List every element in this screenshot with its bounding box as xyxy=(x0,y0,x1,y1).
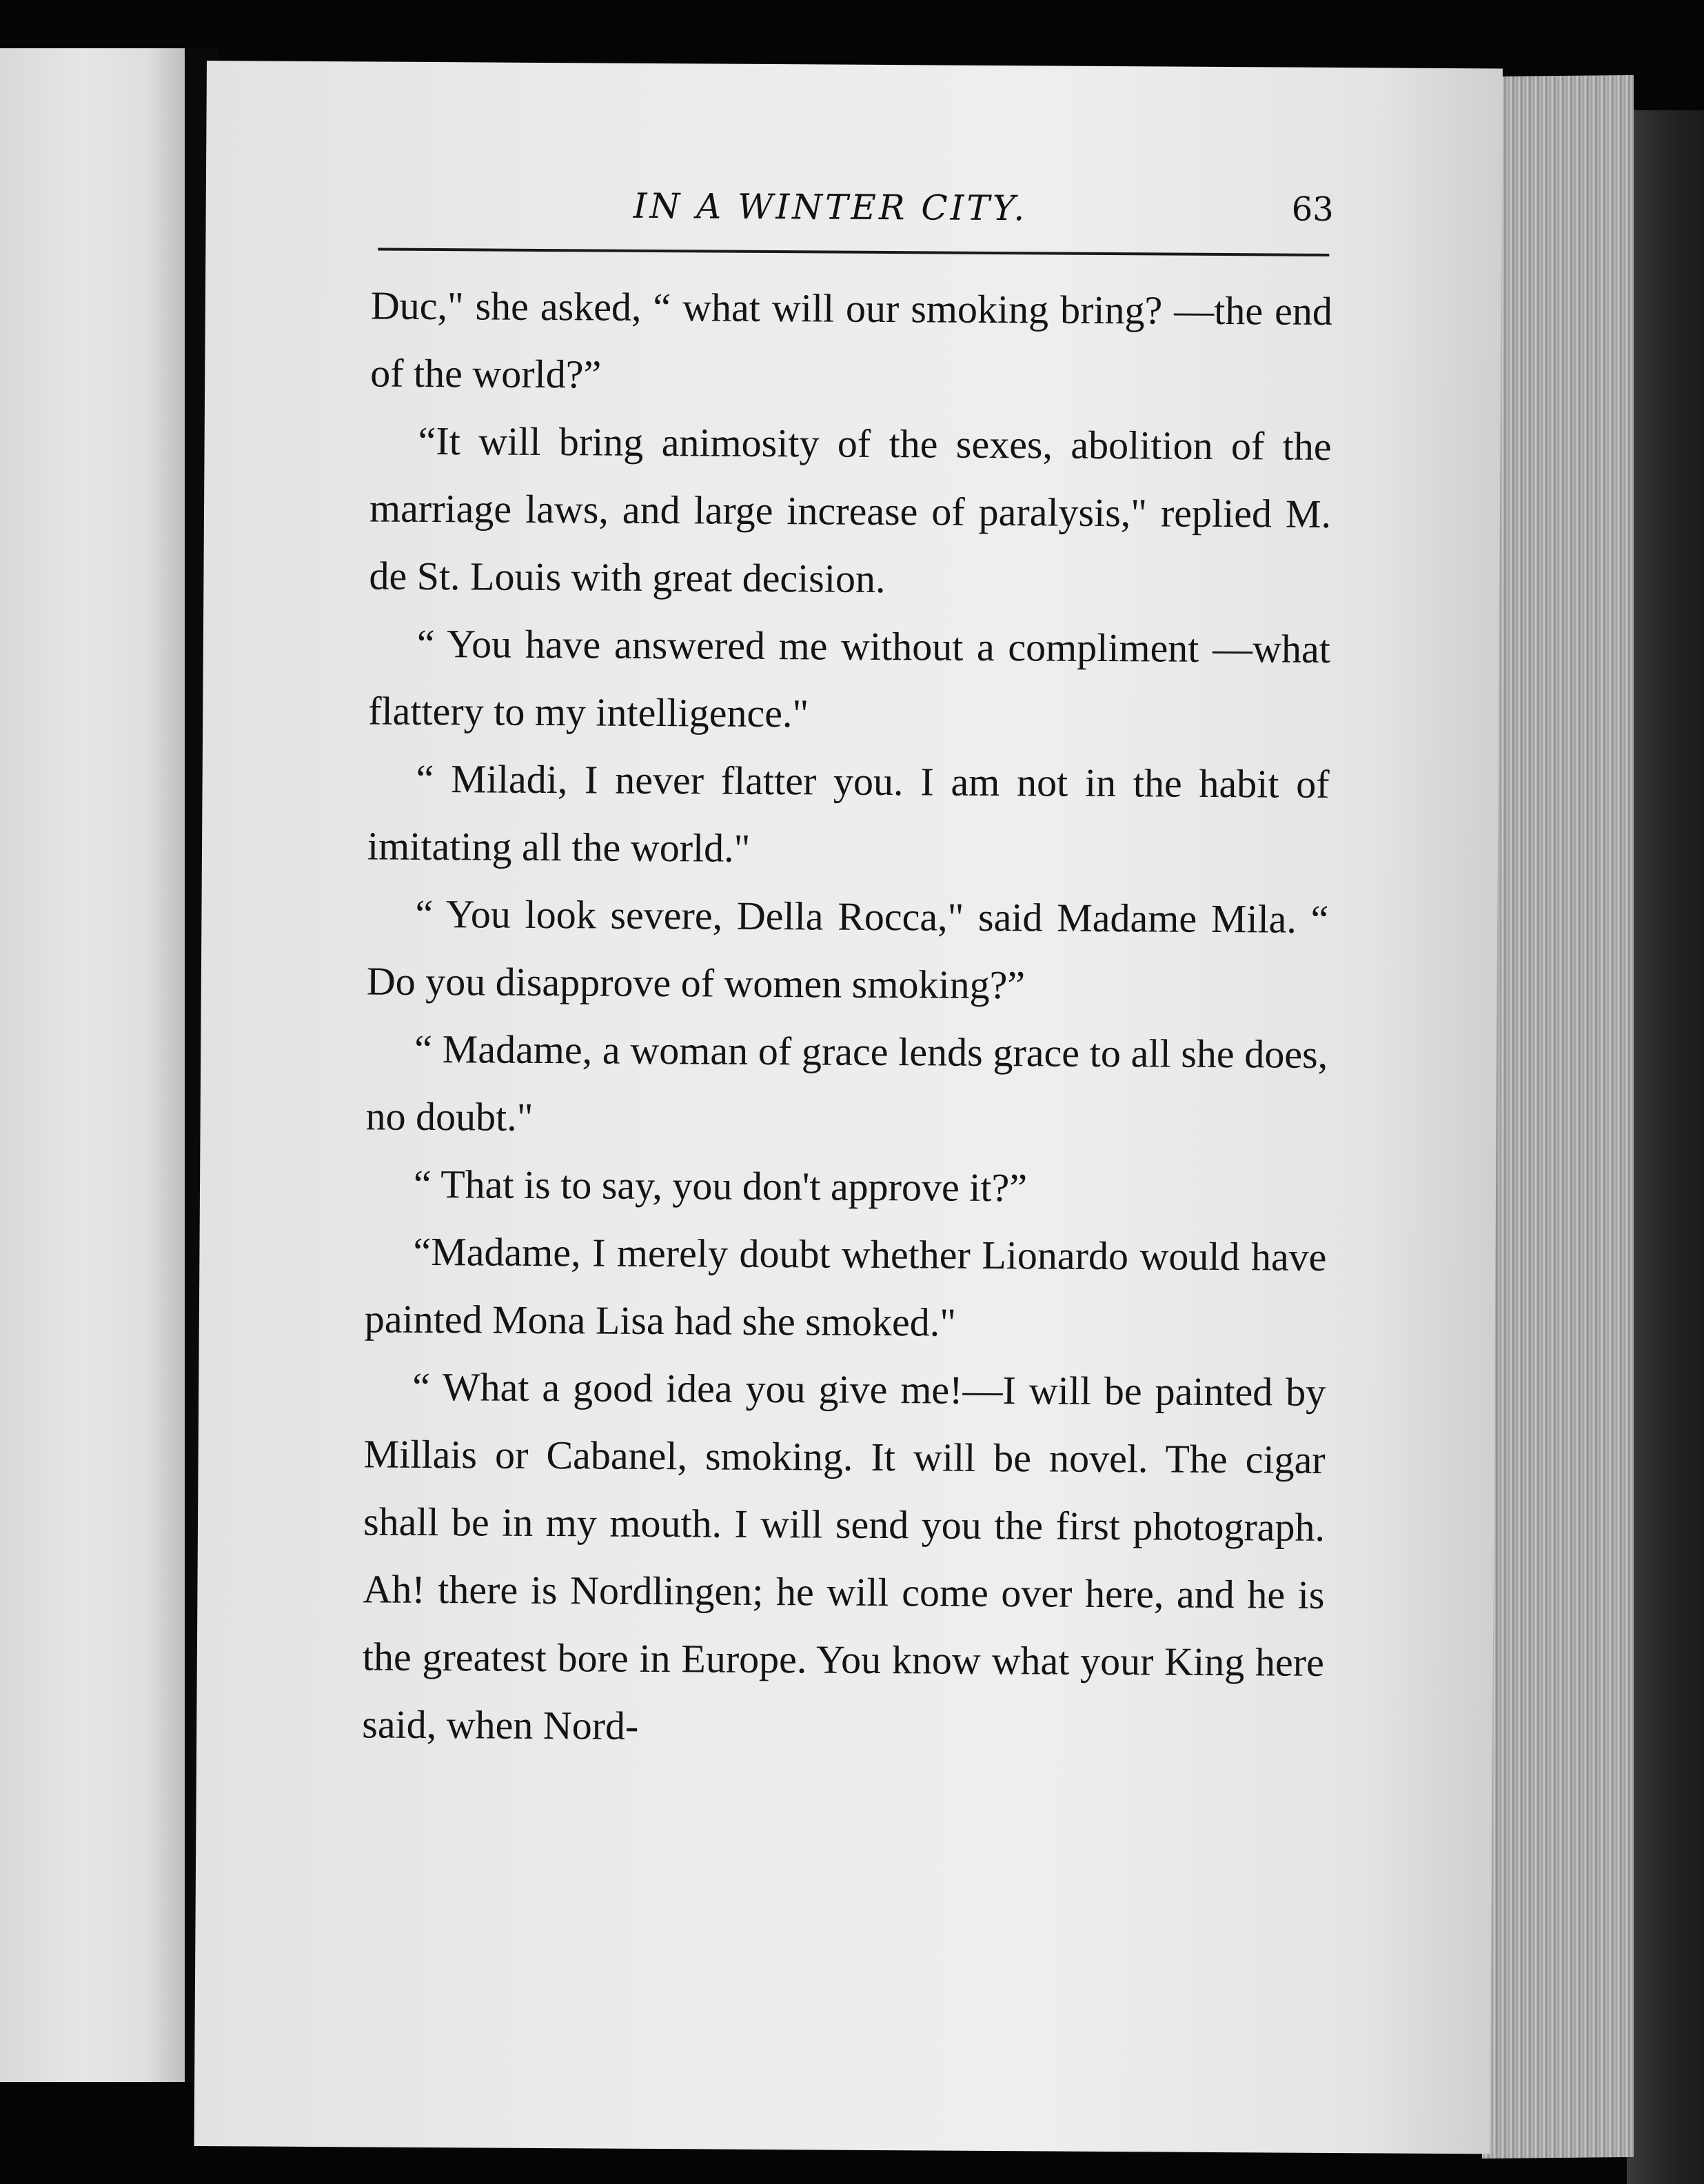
paragraph: “ Miladi, I never flatter you. I am not in the habit of imitating all the world." xyxy=(367,756,1330,871)
paragraph: “ That is to say, you don't approve it?” xyxy=(413,1161,1028,1211)
left-facing-page xyxy=(0,48,185,2082)
paragraph: “ Madame, a woman of grace lends grace to all she does, no doubt." xyxy=(365,1026,1328,1140)
paragraph: Duc," she asked, “ what will our smoking bring? —the end of the world?” xyxy=(370,283,1333,397)
paragraph: “ You have answered me without a compliment —what flattery to my intelligence." xyxy=(368,620,1331,736)
page-number: 63 xyxy=(1291,190,1334,229)
paragraph: “ What a good idea you give me!—I will be painted by Millais or Cabanel, smoking. It will be novel. The cigar shall be in my mouth. I will send you the first photograph. Ah! there is Nordlingen; he will come over here, and he is the greatest bore in Europe. You know what your King here said, when Nord- xyxy=(362,1364,1326,1748)
paragraph: “It will bring animosity of the sexes, abolition of the marriage laws, and large increase of paralysis," replied M. de St. Louis with great decision. xyxy=(369,418,1332,602)
book-page xyxy=(194,61,1503,2154)
running-title: IN A WINTER CITY. xyxy=(633,185,1028,229)
paragraph: “Madame, I merely doubt whether Lionardo would have painted Mona Lisa had she smoked." xyxy=(364,1228,1327,1345)
header-rule xyxy=(378,248,1329,256)
body-text xyxy=(362,272,1332,1763)
page-stack-shadow xyxy=(1627,110,1704,2184)
page-stack-edges xyxy=(1482,75,1634,2158)
paragraph: “ You look severe, Della Rocca," said Madame Mila. “ Do you disapprove of women smoking?” xyxy=(366,891,1329,1008)
